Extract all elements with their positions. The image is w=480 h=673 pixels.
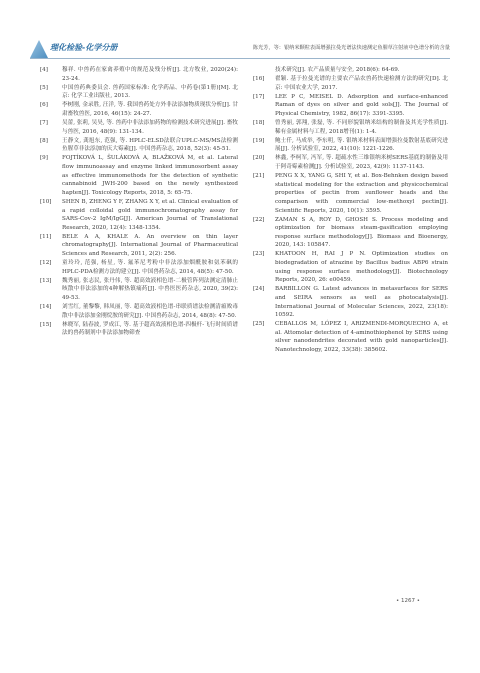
journal-name: 理化检验-化学分册 bbox=[50, 43, 118, 52]
reference-item bbox=[40, 303, 238, 320]
reference-number: [22] bbox=[253, 216, 265, 223]
reference-text: LEE P C, MEISEL D. Adsorption and surface-enhanced Raman of dyes on silver and gold sols[J]. The Journal of Physical Chemistry, 1982, 86(17): 3391-3395. bbox=[275, 93, 448, 117]
reference-text: FOJTÍKOVÁ L, ŠULÁKOVÁ A, BLAŽKOVÁ M, et al. Lateral flow immunoassay and enzyme linked immunosorbent assay as effective immunomethods for the detection of synthetic cannabinoid JWH-200 based on the newly synthesized hapten[J]. Toxicology Reports, 2018, 5: 65-75. bbox=[62, 155, 238, 196]
reference-number: [15] bbox=[40, 321, 52, 328]
reference-text: 刘雪红, 董黎黎, 韩凤丽, 等. 超高效液相色谱-串联质谱法检测清瘟败毒散中非法添加金刚烷胺的研究[J]. 中国兽药杂志, 2014, 48(8): 47-50. bbox=[62, 304, 238, 319]
header-divider bbox=[30, 58, 450, 59]
reference-number: [4] bbox=[40, 67, 48, 73]
reference-item bbox=[40, 101, 238, 118]
reference-item bbox=[253, 66, 448, 75]
reference-item bbox=[40, 84, 238, 101]
reference-item bbox=[40, 233, 238, 259]
reference-number: [9] bbox=[40, 155, 48, 162]
reference-number: [23] bbox=[253, 251, 265, 258]
reference-number: [12] bbox=[40, 260, 52, 267]
reference-number: [11] bbox=[40, 233, 52, 240]
reference-number: [6] bbox=[40, 102, 48, 109]
reference-text: ZAMAN S A, ROY D, GHOSH S. Process modeling and optimization for biomass steam-gasification employing response surface methodology[J]. Biomass and Bioenergy, 2020, 143: 105847. bbox=[275, 216, 448, 249]
reference-text: 吴蕾, 张莉, 吴昊, 等. 兽药中非法添加药物的检测技术研究进展[J]. 畜牧与兽医, 2016, 48(9): 131-134. bbox=[62, 120, 238, 135]
reference-text: BELE A A, KHALE A. An overview on thin layer chromatography[J]. International Journal of Pharmaceutical Sciences and Research, 2011, 2(2): 256. bbox=[62, 233, 238, 257]
reference-item bbox=[253, 285, 448, 319]
reference-number: [24] bbox=[253, 286, 265, 293]
journal-logo bbox=[30, 40, 118, 58]
journal-logo-icon bbox=[30, 40, 48, 58]
reference-number: [16] bbox=[253, 76, 265, 83]
reference-item bbox=[253, 320, 448, 354]
reference-item bbox=[253, 75, 448, 92]
reference-number: [5] bbox=[40, 84, 48, 91]
reference-item bbox=[253, 172, 448, 215]
reference-number: [17] bbox=[253, 93, 265, 100]
reference-text: 穆祥. 中兽药在家禽养殖中的规范及残分析[J]. 北方牧业, 2020(24): 23-24. bbox=[62, 67, 238, 82]
reference-text: 林鑫, 李柯军, 冯军, 等. 超疏水性三维银纳米树SERS基底的制备及用于阿奇霉素检测[J]. 分析试验室, 2023, 42(9): 1137-1143. bbox=[275, 155, 448, 171]
reference-number: [21] bbox=[253, 173, 265, 180]
reference-item bbox=[253, 137, 448, 154]
reference-text: 鲍士仟, 马成举, 李东明, 等. 银纳米材料表面增强拉曼散射基底研究进展[J]. 分析试验室, 2022, 41(10): 1221-1226. bbox=[275, 137, 448, 153]
reference-text: 技术研究[J]. 农产品质量与安全, 2018(6): 64-69. bbox=[275, 67, 400, 73]
reference-item bbox=[253, 154, 448, 171]
reference-text: SHEN B, ZHENG Y F, ZHANG X Y, et al. Clinical evaluation of a rapid colloidal gold immunochromatography assay for SARS-Cov-2 IgM/IgG[J]. American Journal of Translational Research, 2020, 12(4): 1348-1354. bbox=[62, 198, 238, 231]
reference-text: PENG X X, YANG G, SHI Y, et al. Box-Behnken design based statistical modeling for the extraction and physicochemical properties of pectin from sunflower heads and the comparison with commercial low-methoxyl pectin[J]. Scientific Reports, 2020, 10(1): 3595. bbox=[275, 173, 448, 214]
reference-item bbox=[40, 277, 238, 303]
reference-number: [10] bbox=[40, 198, 52, 205]
reference-number: [14] bbox=[40, 304, 52, 311]
reference-number: [25] bbox=[253, 321, 265, 328]
reference-text: 翟颖. 基于拉曼光谱的主要农产品农兽药快速检测方法的研究[D]. 北京: 中国农业大学, 2017. bbox=[275, 76, 448, 91]
reference-text: 王静文, 龚旭东, 范强, 等. HPLC-ELSD法联合UPLC-MS/MS法检测鱼腥草非法添加的庆大霉素[J]. 中国兽药杂志, 2018, 52(3): 45-51. bbox=[62, 137, 238, 153]
page-header bbox=[0, 0, 480, 52]
reference-item bbox=[40, 321, 238, 338]
page-number: • 1267 • bbox=[396, 598, 420, 604]
reference-number: [8] bbox=[40, 137, 48, 144]
reference-text: 童玲玲, 范强, 杨星, 等. 氟苯尼考粉中非法添加烟酰胺和氨苯砜的HPLC-PDA检测方法的建立[J]. 中国兽药杂志, 2014, 48(5): 47-50. bbox=[62, 260, 238, 275]
reference-text: CEBALLOS M, LÓPEZ I, ARIZMENDI-MORQUECHO A, et al. Attomolar detection of 4-aminothiophenol by SERS using silver nanodendrites decorated with gold nanoparticles[J]. Nanotechnology, 2022, 33(38): 385602. bbox=[275, 321, 448, 353]
reference-text: 中国兽药典委员会. 兽药国家标准: 化学药品、中药卷(第1册)[M]. 北京: 化学工业出版社, 2013. bbox=[62, 84, 238, 100]
running-title: 陈光芳，等：银纳米颗粒表面增强拉曼光谱法快速测定鱼腥草注射液中色谱分析的含量 bbox=[252, 45, 450, 51]
reference-item bbox=[253, 93, 448, 119]
references-left-column bbox=[40, 66, 238, 338]
reference-text: BARBILLON G. Latest advances in metasurfaces for SERS and SEIRA sensors as well as photocatalysis[J]. International Journal of Molecular Sciences, 2022, 23(18): 10592. bbox=[275, 286, 448, 319]
reference-number: [19] bbox=[253, 137, 265, 144]
reference-item bbox=[253, 250, 448, 284]
reference-number: [18] bbox=[253, 120, 265, 127]
reference-number: [13] bbox=[40, 277, 52, 284]
reference-item bbox=[40, 198, 238, 232]
reference-number: [20] bbox=[253, 155, 265, 162]
references-right-column bbox=[253, 66, 448, 355]
reference-text: 林晓军, 陆春波, 罗成江, 等. 基于超高效液相色谱-四极杆-飞行时间质谱法的兽药制剂中非法添加物筛查 bbox=[62, 321, 238, 337]
reference-text: 李树刚, 金录胜, 汪洋, 等. 我国兽药处方外非法添加物质现状分析[J]. 甘肃畜牧兽医, 2016, 46(15): 24-27. bbox=[62, 102, 238, 117]
reference-text: KHATOON H, RAI J P N. Optimization studies on biodegradation of atrazine by Bacillus badius ABP6 strain using response surface methodology[J]. Biotechnology Reports, 2020, 26: e00459. bbox=[275, 251, 448, 284]
reference-text: 魏秀丽, 张志民, 张丹伟, 等. 超高效液相色谱-二极管阵列法测定清肺止咳散中非法添加的4种解热镇痛药[J]. 中兽医医药杂志, 2020, 39(2): 49-53. bbox=[62, 277, 238, 301]
reference-item bbox=[253, 216, 448, 250]
reference-text: 曾秀丽, 郭翔, 张磊, 等. 不同形貌银纳米结构的制备及其光学性质[J]. 稀有金属材料与工程, 2018增刊(1): 1-4. bbox=[275, 120, 448, 135]
reference-number: [7] bbox=[40, 120, 48, 127]
reference-item bbox=[253, 119, 448, 136]
reference-item bbox=[40, 259, 238, 276]
reference-item bbox=[40, 137, 238, 154]
reference-item bbox=[40, 119, 238, 136]
reference-item bbox=[40, 154, 238, 197]
reference-item bbox=[40, 66, 238, 83]
